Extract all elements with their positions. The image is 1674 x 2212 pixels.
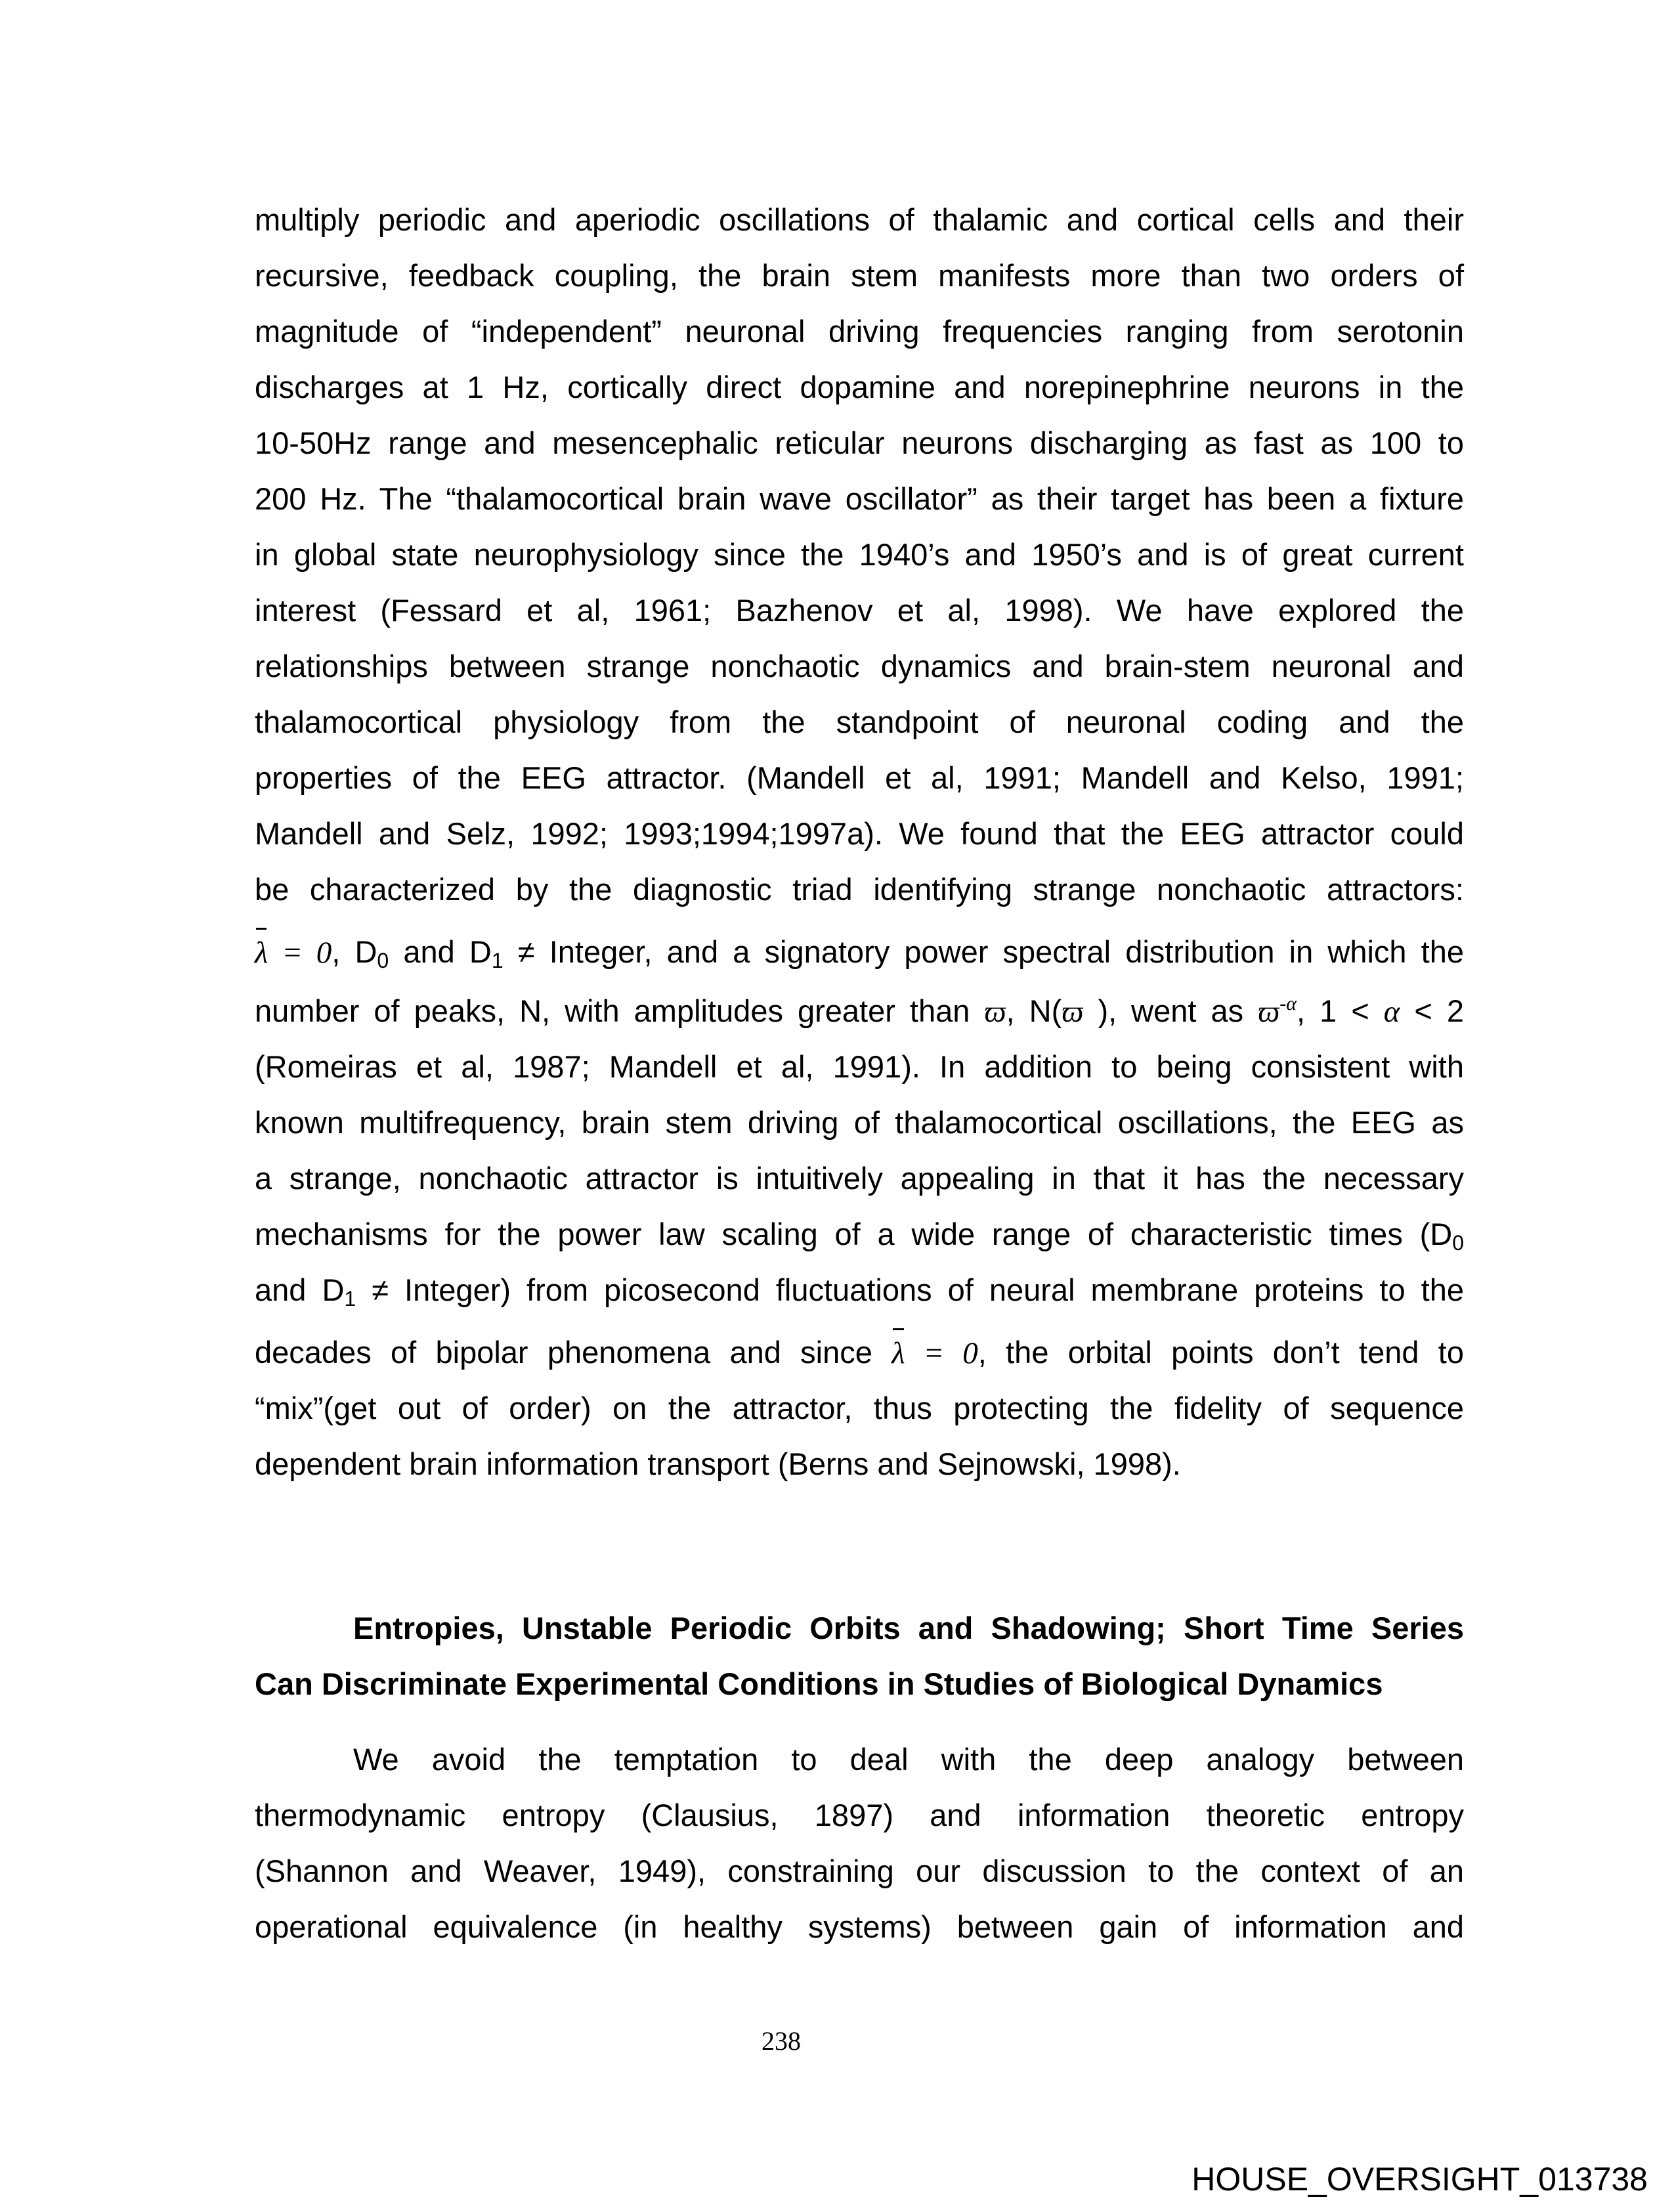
text-fragment: , 1 < <box>1297 993 1384 1028</box>
section-heading-line: Can Discriminate Experimental Conditions in Studies of Biological Dynamics <box>255 1666 1383 1701</box>
body-text-line: 10-50Hz range and mesencephalic reticular neurons discharging as fast as 100 to <box>255 425 1464 460</box>
body-text-line: be characterized by the diagnostic triad identifying strange nonchaotic attractors: <box>255 872 1464 907</box>
body-text-line: a strange, nonchaotic attractor is intuitively appealing in that it has the necessary <box>255 1161 1464 1196</box>
text-fragment: ≠ Integer) from picosecond fluctuations of neural membrane proteins to the <box>356 1272 1464 1307</box>
omega-symbol: ϖ <box>1258 995 1280 1029</box>
body-text-line: relationships between strange nonchaotic dynamics and brain-stem neuronal and <box>255 649 1464 683</box>
superscript: -α <box>1279 993 1297 1014</box>
body-text-line: (Romeiras et al, 1987; Mandell et al, 1991). In addition to being consistent with <box>255 1049 1464 1084</box>
body-text-line-lambda-formula <box>255 1326 1464 1379</box>
body-text-line <box>255 1264 1464 1316</box>
body-text-line: 200 Hz. The “thalamocortical brain wave oscillator” as their target has been a fixture <box>255 481 1464 516</box>
subscript: 1 <box>344 1287 356 1311</box>
text-fragment: < 2 <box>1400 993 1465 1028</box>
body-text-line <box>255 1208 1464 1261</box>
text-fragment: number of peaks, N, with amplitudes greater than <box>255 993 985 1028</box>
equals-zero: = 0 <box>905 1336 978 1370</box>
body-text-line: Mandell and Selz, 1992; 1993;1994;1997a). We found that the EEG attractor could <box>255 816 1464 851</box>
body-text-line: operational equivalence (in healthy systems) between gain of information and <box>255 1909 1464 1944</box>
text-fragment: ), went as <box>1083 993 1258 1028</box>
body-text-line-omega-formula <box>255 985 1464 1037</box>
bates-stamp: HOUSE_OVERSIGHT_013738 <box>1191 2161 1648 2198</box>
body-text-line: magnitude of “independent” neuronal driving frequencies ranging from serotonin <box>255 314 1464 349</box>
body-text-line: discharges at 1 Hz, cortically direct dopamine and norepinephrine neurons in the <box>255 370 1464 404</box>
text-fragment: , the orbital points don’t tend to <box>977 1335 1464 1370</box>
body-text-line: thalamocortical physiology from the standpoint of neuronal coding and the <box>255 705 1464 739</box>
section-heading-line: Entropies, Unstable Periodic Orbits and Shadowing; Short Time Series <box>353 1611 1464 1645</box>
equals-zero: = 0 <box>268 936 332 970</box>
text-fragment: and D <box>255 1272 345 1307</box>
lambda-bar-symbol: λ <box>891 1327 905 1379</box>
page-number: 238 <box>762 2026 801 2056</box>
text-fragment: and D <box>389 934 492 969</box>
text-fragment: , D <box>332 934 377 969</box>
body-text-line: thermodynamic entropy (Clausius, 1897) and information theoretic entropy <box>255 1798 1464 1832</box>
body-text-line: multiply periodic and aperiodic oscillations of thalamic and cortical cells and their <box>255 202 1464 237</box>
omega-symbol: ϖ <box>984 995 1006 1029</box>
body-text-line: “mix”(get out of order) on the attractor, thus protecting the fidelity of sequence <box>255 1391 1464 1425</box>
subscript: 0 <box>377 949 389 972</box>
text-fragment: , N( <box>1006 993 1062 1028</box>
body-text-line: recursive, feedback coupling, the brain stem manifests more than two orders of <box>255 258 1464 293</box>
lambda-bar-symbol: λ <box>255 926 268 979</box>
body-text-line-lambda-formula <box>255 926 1464 978</box>
body-text-line: known multifrequency, brain stem driving of thalamocortical oscillations, the EEG as <box>255 1105 1464 1140</box>
subscript: 1 <box>491 949 504 972</box>
body-text-line: properties of the EEG attractor. (Mandell et al, 1991; Mandell and Kelso, 1991; <box>255 760 1464 795</box>
body-text-line: interest (Fessard et al, 1961; Bazhenov et al, 1998). We have explored the <box>255 593 1464 628</box>
text-fragment: decades of bipolar phenomena and since <box>255 1335 892 1370</box>
body-text-line: We avoid the temptation to deal with the deep analogy between <box>353 1742 1464 1777</box>
body-text-line: in global state neurophysiology since the 1940’s and 1950’s and is of great current <box>255 537 1464 572</box>
text-fragment: ≠ Integer, and a signatory power spectral distribution in which the <box>503 934 1465 969</box>
text-fragment: mechanisms for the power law scaling of a wide range of characteristic times (D <box>255 1217 1453 1251</box>
body-text-line: (Shannon and Weaver, 1949), constraining our discussion to the context of an <box>255 1854 1464 1888</box>
omega-symbol: ϖ <box>1062 995 1084 1029</box>
body-text-line: dependent brain information transport (Berns and Sejnowski, 1998). <box>255 1446 1181 1481</box>
subscript: 0 <box>1452 1231 1464 1255</box>
alpha-symbol: α <box>1383 995 1400 1029</box>
